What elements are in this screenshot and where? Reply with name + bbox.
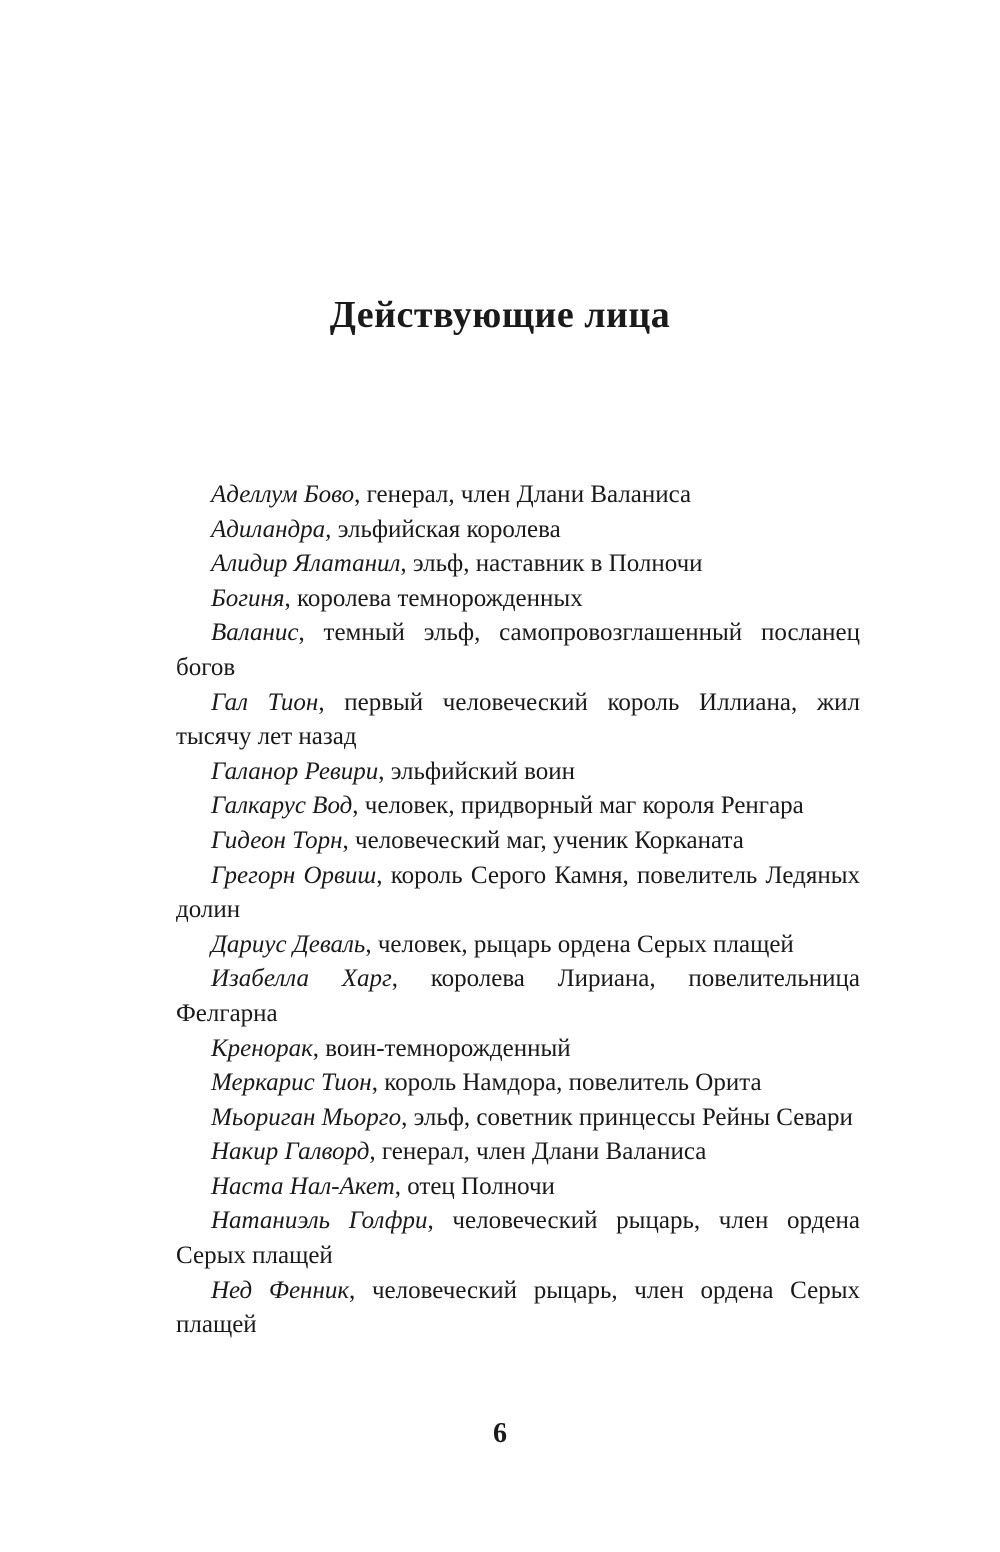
- list-item: [176, 513, 860, 548]
- character-name: Меркарис Тион: [211, 1069, 372, 1097]
- list-item: [176, 789, 860, 824]
- character-description: человеческий маг, ученик Корканата: [348, 826, 744, 854]
- character-name: Кренорак: [211, 1034, 313, 1062]
- separator: ,: [369, 1138, 376, 1166]
- separator: ,: [378, 757, 385, 785]
- character-description: король Серого Камня, повелитель Ледяных долин: [176, 861, 860, 924]
- separator: ,: [394, 1172, 401, 1200]
- character-name: Натаниэль Голфри: [211, 1207, 428, 1235]
- character-name: Наста Нал-Акет: [211, 1172, 395, 1200]
- separator: ,: [376, 861, 383, 889]
- separator: ,: [371, 1069, 378, 1097]
- character-name: Дариус Деваль: [211, 930, 366, 958]
- list-item: [176, 755, 860, 790]
- character-description: темный эльф, самопровозглашенный посланец богов: [176, 619, 860, 681]
- separator: ,: [401, 1103, 408, 1131]
- character-name: Мьориган Мьорго: [211, 1103, 402, 1131]
- character-description: генерал, член Длани Валаниса: [360, 481, 692, 508]
- list-item: [176, 1066, 860, 1101]
- separator: ,: [298, 619, 305, 647]
- separator: ,: [342, 826, 349, 854]
- list-item: [176, 859, 860, 928]
- list-item: [176, 1204, 860, 1273]
- character-description: королева темнорожденных: [290, 584, 583, 612]
- character-description: человеческий рыцарь, член ордена Серых плащей: [176, 1276, 860, 1339]
- character-description: эльф, наставник в Полночи: [406, 550, 703, 578]
- separator: ,: [391, 965, 398, 993]
- separator: ,: [365, 930, 372, 958]
- character-description: королева Лириана, повелительница Фелгарна: [176, 965, 860, 1027]
- list-item: [176, 616, 860, 685]
- character-name: Нед Фенник: [211, 1276, 350, 1304]
- character-name: Богиня: [211, 584, 285, 612]
- list-item: [176, 1101, 860, 1136]
- separator: ,: [312, 1034, 320, 1062]
- separator: ,: [284, 584, 291, 612]
- character-description: первый человеческий король Иллиана, жил тысячу лет назад: [176, 688, 860, 751]
- character-description: эльфийский воин: [384, 757, 576, 785]
- list-item: [176, 582, 860, 617]
- character-name: Валанис: [211, 619, 299, 647]
- character-name: Гидеон Торн: [211, 826, 343, 854]
- list-item: [176, 686, 860, 755]
- list-item: [176, 1135, 860, 1170]
- character-name: Накир Галворд: [211, 1138, 370, 1166]
- character-description: король Намдора, повелитель Орита: [377, 1069, 762, 1097]
- character-description: отец Полночи: [400, 1172, 555, 1200]
- list-item: [176, 1170, 860, 1205]
- list-item: [176, 1274, 860, 1343]
- page-number: 6: [493, 1418, 507, 1449]
- character-description: человек, придворный маг короля Ренгара: [358, 792, 804, 820]
- list-item: [176, 478, 860, 513]
- list-item: [176, 1032, 860, 1067]
- list-item: [176, 962, 860, 1031]
- character-name: Изабелла Харг: [211, 965, 392, 993]
- page-title: Действующие лица: [329, 294, 671, 337]
- separator: ,: [400, 550, 407, 578]
- list-item: [176, 824, 860, 859]
- character-name: Галанор Ревири: [211, 757, 379, 785]
- character-name: Галкарус Вод: [211, 792, 353, 820]
- character-name: Алидир Ялатанил: [211, 550, 401, 578]
- list-item: [176, 928, 860, 963]
- character-name: Грегорн Орвиш: [211, 861, 377, 889]
- character-name: Адиландра,: [211, 515, 332, 543]
- character-description: воин-темнорожденный: [319, 1034, 571, 1062]
- list-item: [176, 547, 860, 582]
- character-name: Аделлум Бово: [211, 481, 355, 508]
- character-description: человек, рыцарь ордена Серых плащей: [371, 930, 794, 958]
- character-description: человеческий рыцарь, член ордена Серых плащей: [176, 1207, 860, 1270]
- separator: ,: [427, 1207, 434, 1235]
- character-description: эльфийская королева: [331, 515, 561, 543]
- character-name: Гал Тион: [211, 688, 319, 716]
- character-description: генерал, член Длани Валаниса: [375, 1138, 707, 1166]
- separator: ,: [352, 792, 359, 820]
- separator: ,: [354, 481, 361, 508]
- separator: ,: [318, 688, 325, 716]
- character-description: эльф, советник принцессы Рейны Севари: [407, 1103, 853, 1131]
- character-list: [176, 478, 860, 1343]
- separator: ,: [349, 1276, 356, 1304]
